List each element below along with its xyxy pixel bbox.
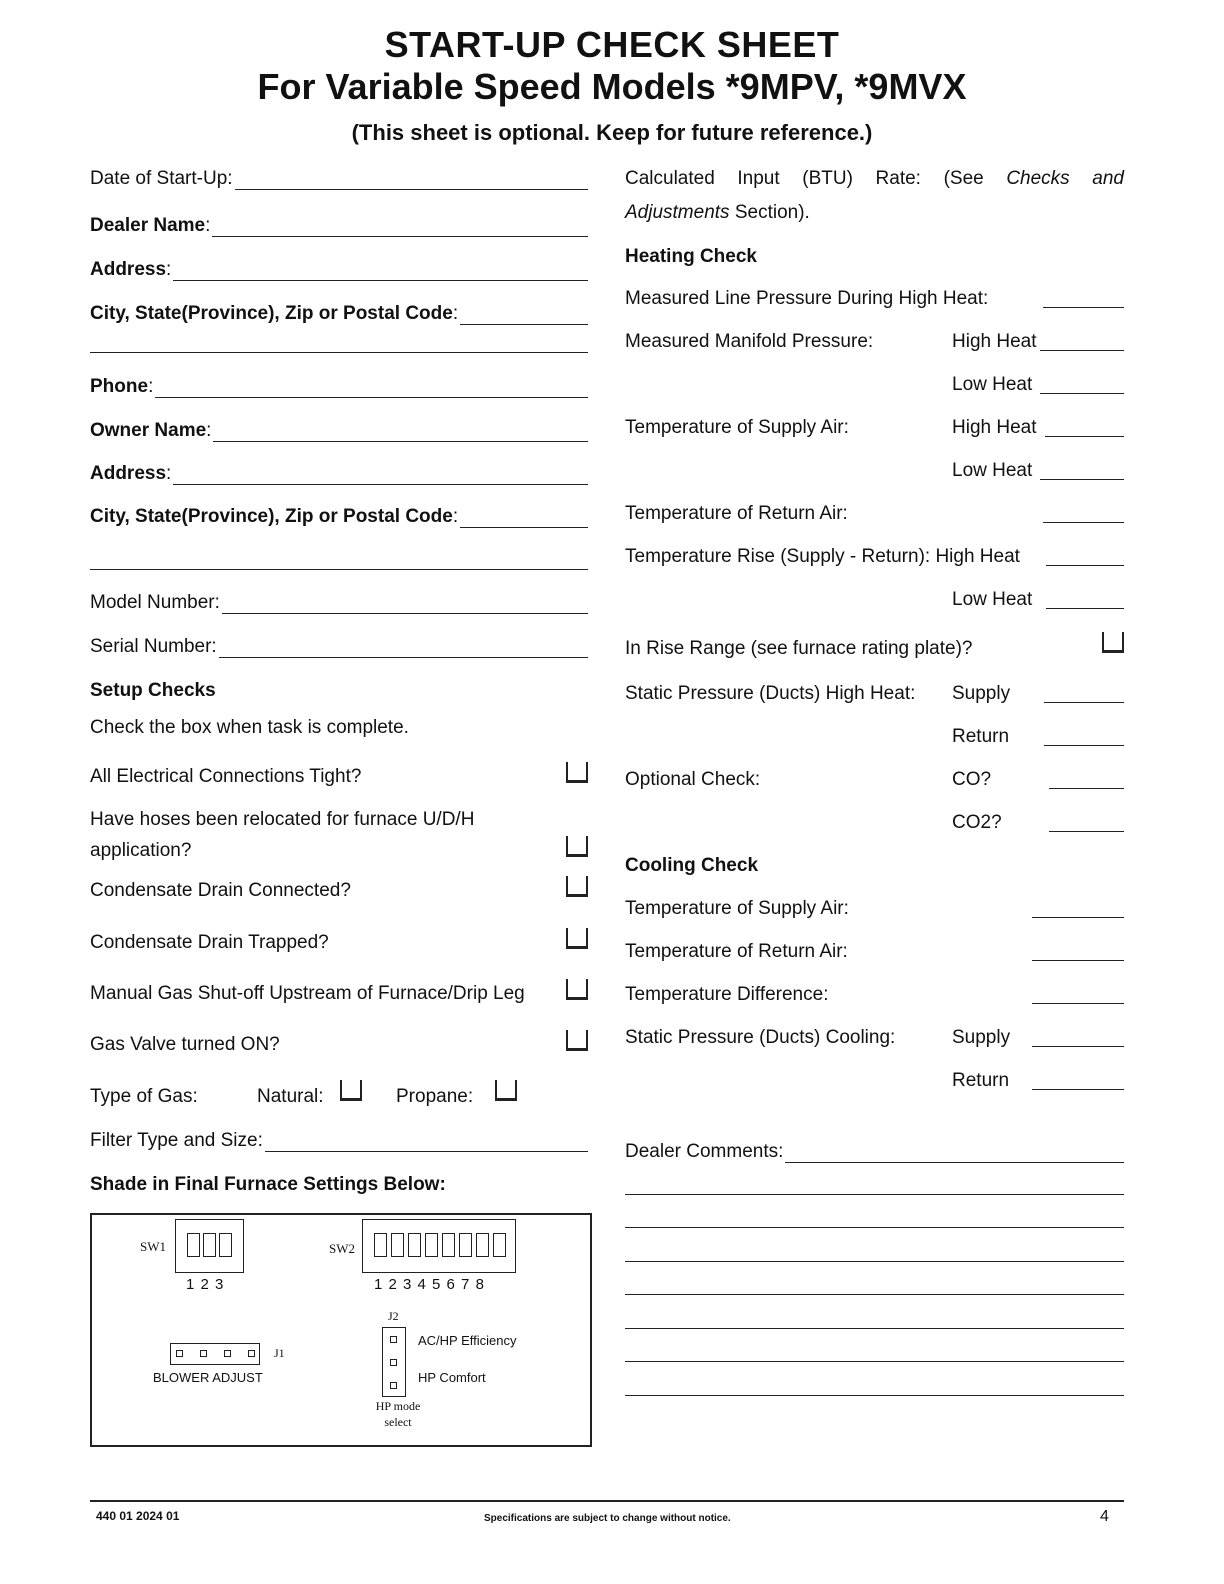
dealer-comments-label: Dealer Comments: bbox=[625, 1141, 784, 1162]
dealer-city-label: City, State(Province), Zip or Postal Code bbox=[90, 303, 453, 324]
sw2-label: SW2 bbox=[329, 1241, 355, 1256]
dealer-city-line-2[interactable] bbox=[90, 351, 588, 353]
sw1-switch-2[interactable] bbox=[203, 1233, 216, 1257]
model-number-line[interactable] bbox=[222, 595, 588, 614]
check-hoses-label-line2: application? bbox=[90, 840, 192, 861]
temp-rise-low-heat-label: Low Heat bbox=[952, 589, 1033, 610]
calc-input-word-1: Calculated bbox=[625, 168, 715, 189]
owner-name-field[interactable]: Owner Name : bbox=[90, 420, 588, 442]
sw2-switch-block bbox=[362, 1219, 516, 1273]
owner-city-field[interactable]: City, State(Province), Zip or Postal Code : bbox=[90, 506, 588, 528]
serial-number-label: Serial Number: bbox=[90, 636, 217, 657]
j1-pin-3[interactable] bbox=[224, 1350, 231, 1357]
dealer-address-line[interactable] bbox=[173, 262, 588, 281]
j2-pin-3[interactable] bbox=[390, 1382, 397, 1389]
optional-note: (This sheet is optional. Keep for future reference.) bbox=[351, 120, 873, 145]
static-high-supply-label: Supply bbox=[952, 683, 1011, 704]
owner-address-line[interactable] bbox=[173, 466, 588, 485]
hp-comfort-label: HP Comfort bbox=[418, 1370, 486, 1385]
footer-notice: Specifications are subject to change without notice. bbox=[484, 1513, 731, 1524]
furnace-settings-diagram bbox=[90, 1213, 592, 1447]
comment-line-2[interactable] bbox=[625, 1193, 1124, 1195]
gas-natural-label: Natural: bbox=[257, 1086, 324, 1107]
hp-mode-label: HP mode bbox=[375, 1399, 421, 1413]
static-cooling-supply-blank[interactable] bbox=[1032, 1045, 1124, 1047]
calc-input-word-3: (BTU) bbox=[802, 168, 853, 189]
gas-propane-checkbox[interactable] bbox=[495, 1080, 517, 1101]
gas-propane-label: Propane: bbox=[396, 1086, 474, 1107]
serial-number-line[interactable] bbox=[219, 639, 588, 658]
calc-input-word-2: Input bbox=[737, 168, 780, 189]
sw1-label: SW1 bbox=[140, 1239, 166, 1254]
static-cooling-label: Static Pressure (Ducts) Cooling: bbox=[625, 1027, 896, 1048]
temp-diff-label: Temperature Difference: bbox=[625, 984, 829, 1005]
static-high-return-label: Return bbox=[952, 726, 1010, 747]
return-air-temp-label: Temperature of Return Air: bbox=[625, 503, 848, 524]
hp-mode-select-label: select bbox=[384, 1415, 412, 1429]
j1-jumper-block bbox=[170, 1343, 260, 1365]
co2-label: CO2? bbox=[952, 812, 1002, 833]
j1-label: J1 bbox=[274, 1346, 285, 1360]
page-title: START-UP CHECK SHEET bbox=[384, 24, 840, 65]
filter-line[interactable] bbox=[265, 1133, 588, 1152]
sw2-switch-2[interactable] bbox=[391, 1233, 404, 1257]
owner-name-label: Owner Name bbox=[90, 420, 207, 441]
comment-line-5[interactable] bbox=[625, 1293, 1124, 1295]
dealer-name-label: Dealer Name bbox=[90, 215, 206, 236]
page-subtitle-models: For Variable Speed Models *9MPV, *9MVX bbox=[257, 66, 967, 107]
owner-address-field[interactable]: Address : bbox=[90, 463, 588, 485]
shade-settings-heading: Shade in Final Furnace Settings Below: bbox=[90, 1174, 446, 1195]
sw2-switch-4[interactable] bbox=[425, 1233, 438, 1257]
sw2-switch-1[interactable] bbox=[374, 1233, 387, 1257]
manifold-high-heat-blank[interactable] bbox=[1040, 349, 1124, 351]
j2-jumper-block bbox=[382, 1327, 406, 1397]
static-cooling-supply-label: Supply bbox=[952, 1027, 1011, 1048]
rise-range-checkbox[interactable] bbox=[1102, 632, 1124, 653]
supply-low-heat-blank[interactable] bbox=[1040, 478, 1124, 480]
serial-number-field[interactable] bbox=[90, 636, 588, 658]
footer-rule bbox=[90, 1500, 1124, 1502]
blower-adjust-label: BLOWER ADJUST bbox=[153, 1370, 263, 1385]
phone-label: Phone bbox=[90, 376, 149, 397]
phone-line[interactable] bbox=[155, 379, 588, 398]
check-gas-shutoff-label: Manual Gas Shut-off Upstream of Furnace/Drip Leg bbox=[90, 983, 525, 1004]
dealer-name-line[interactable] bbox=[212, 218, 588, 237]
temp-rise-label: Temperature Rise (Supply - Return): High Heat bbox=[625, 546, 1020, 567]
footer-page-number: 4 bbox=[1100, 1508, 1109, 1525]
cool-supply-temp-label: Temperature of Supply Air: bbox=[625, 898, 849, 919]
check-condensate-connected-checkbox[interactable] bbox=[566, 876, 588, 897]
j2-label: J2 bbox=[388, 1309, 399, 1323]
owner-address-label: Address bbox=[90, 463, 167, 484]
supply-high-heat-blank[interactable] bbox=[1045, 435, 1124, 437]
manifold-low-heat-label: Low Heat bbox=[952, 374, 1033, 395]
sw2-switch-5[interactable] bbox=[442, 1233, 455, 1257]
model-number-label: Model Number: bbox=[90, 592, 220, 613]
check-condensate-connected-label: Condensate Drain Connected? bbox=[90, 880, 351, 901]
j1-pin-4[interactable] bbox=[248, 1350, 255, 1357]
date-of-startup-field[interactable] bbox=[90, 168, 588, 190]
heating-check-heading: Heating Check bbox=[625, 246, 757, 267]
dealer-comments-field[interactable] bbox=[625, 1141, 1124, 1163]
calc-input-line2 bbox=[625, 202, 810, 224]
supply-high-heat-label: High Heat bbox=[952, 417, 1037, 438]
phone-field[interactable]: Phone : bbox=[90, 376, 588, 398]
owner-name-line[interactable] bbox=[213, 423, 588, 442]
cool-return-temp-label: Temperature of Return Air: bbox=[625, 941, 848, 962]
sw2-switch-3[interactable] bbox=[408, 1233, 421, 1257]
dealer-address-label: Address bbox=[90, 259, 167, 280]
check-gas-valve-label: Gas Valve turned ON? bbox=[90, 1034, 280, 1055]
sw1-switch-block bbox=[175, 1219, 244, 1273]
comment-line-4[interactable] bbox=[625, 1260, 1124, 1262]
check-condensate-trapped-checkbox[interactable] bbox=[566, 928, 588, 949]
co-blank[interactable] bbox=[1049, 787, 1124, 789]
calc-input-word-4: Rate: bbox=[875, 168, 921, 189]
j2-pin-1[interactable] bbox=[390, 1336, 397, 1343]
supply-air-temp-label: Temperature of Supply Air: bbox=[625, 417, 849, 438]
dealer-city-field[interactable]: City, State(Province), Zip or Postal Code : bbox=[90, 303, 588, 325]
manifold-high-heat-label: High Heat bbox=[952, 331, 1037, 352]
temp-diff-blank[interactable] bbox=[1032, 1002, 1124, 1004]
comment-line-7[interactable] bbox=[625, 1360, 1124, 1362]
supply-low-heat-label: Low Heat bbox=[952, 460, 1033, 481]
sw2-numbers: 1 2 3 4 5 6 7 8 bbox=[374, 1276, 485, 1293]
check-condensate-trapped-label: Condensate Drain Trapped? bbox=[90, 932, 329, 953]
check-hoses-checkbox[interactable] bbox=[566, 836, 588, 857]
date-of-startup-line[interactable] bbox=[235, 171, 588, 190]
owner-city-line[interactable] bbox=[460, 509, 588, 528]
manifold-pressure-label: Measured Manifold Pressure: bbox=[625, 331, 874, 352]
calc-input-word-6: Checks bbox=[1006, 168, 1070, 189]
footer-doc-number: 440 01 2024 01 bbox=[96, 1509, 180, 1523]
comment-line-8[interactable] bbox=[625, 1394, 1124, 1396]
check-hoses-label: Have hoses been relocated for furnace U/D/H bbox=[90, 809, 475, 830]
owner-city-line-2[interactable] bbox=[90, 568, 588, 570]
static-high-return-blank[interactable] bbox=[1044, 744, 1124, 746]
static-high-heat-label: Static Pressure (Ducts) High Heat: bbox=[625, 683, 916, 704]
model-number-field[interactable] bbox=[90, 592, 588, 614]
line-pressure-label: Measured Line Pressure During High Heat: bbox=[625, 288, 989, 309]
temp-rise-high-blank[interactable] bbox=[1046, 564, 1124, 566]
ac-hp-efficiency-label: AC/HP Efficiency bbox=[418, 1333, 517, 1348]
setup-checks-instruction: Check the box when task is complete. bbox=[90, 717, 409, 738]
j2-pin-2[interactable] bbox=[390, 1359, 397, 1366]
filter-label: Filter Type and Size: bbox=[90, 1130, 263, 1151]
co-label: CO? bbox=[952, 769, 992, 790]
filter-field[interactable] bbox=[90, 1130, 588, 1152]
optional-check-label: Optional Check: bbox=[625, 769, 761, 790]
sw2-switch-6[interactable] bbox=[459, 1233, 472, 1257]
date-of-startup-label: Date of Start-Up: bbox=[90, 168, 233, 189]
dealer-address-field[interactable]: Address : bbox=[90, 259, 588, 281]
comment-line-3[interactable] bbox=[625, 1226, 1124, 1228]
j1-pin-1[interactable] bbox=[176, 1350, 183, 1357]
setup-checks-heading: Setup Checks bbox=[90, 680, 216, 701]
rise-range-label: In Rise Range (see furnace rating plate)? bbox=[625, 638, 973, 659]
check-electrical-label: All Electrical Connections Tight? bbox=[90, 766, 362, 787]
static-high-supply-blank[interactable] bbox=[1044, 701, 1124, 703]
sw2-switch-7[interactable] bbox=[476, 1233, 489, 1257]
return-air-temp-blank[interactable] bbox=[1043, 521, 1124, 523]
sw1-numbers: 1 2 3 bbox=[186, 1276, 225, 1293]
comment-line-6[interactable] bbox=[625, 1327, 1124, 1329]
sw1-switch-3[interactable] bbox=[219, 1233, 232, 1257]
static-cooling-return-blank[interactable] bbox=[1032, 1088, 1124, 1090]
owner-city-label: City, State(Province), Zip or Postal Code bbox=[90, 506, 453, 527]
gas-natural-checkbox[interactable] bbox=[340, 1080, 362, 1101]
calc-input-word-5: (See bbox=[943, 168, 984, 189]
temp-rise-low-blank[interactable] bbox=[1046, 607, 1124, 609]
line-pressure-blank[interactable] bbox=[1043, 306, 1124, 308]
dealer-city-line[interactable] bbox=[460, 306, 588, 325]
manifold-low-heat-blank[interactable] bbox=[1040, 392, 1124, 394]
cooling-check-heading: Cooling Check bbox=[625, 855, 759, 876]
co2-blank[interactable] bbox=[1049, 830, 1124, 832]
sw2-switch-8[interactable] bbox=[493, 1233, 506, 1257]
sw1-switch-1[interactable] bbox=[187, 1233, 200, 1257]
static-cooling-return-label: Return bbox=[952, 1070, 1010, 1091]
dealer-comments-line[interactable] bbox=[785, 1144, 1124, 1163]
dealer-name-field[interactable]: Dealer Name : bbox=[90, 215, 588, 237]
j1-pin-2[interactable] bbox=[200, 1350, 207, 1357]
check-gas-valve-checkbox[interactable] bbox=[566, 1030, 588, 1051]
cool-supply-temp-blank[interactable] bbox=[1032, 916, 1124, 918]
calc-input-word-7: and bbox=[1092, 168, 1124, 189]
check-gas-shutoff-checkbox[interactable] bbox=[566, 979, 588, 1000]
calc-input-line1 bbox=[625, 168, 1124, 190]
calc-input-adjustments: Adjustments bbox=[625, 202, 730, 223]
calc-input-section: Section). bbox=[729, 202, 810, 223]
gas-type-label: Type of Gas: bbox=[90, 1086, 198, 1107]
cool-return-temp-blank[interactable] bbox=[1032, 959, 1124, 961]
check-electrical-checkbox[interactable] bbox=[566, 762, 588, 783]
